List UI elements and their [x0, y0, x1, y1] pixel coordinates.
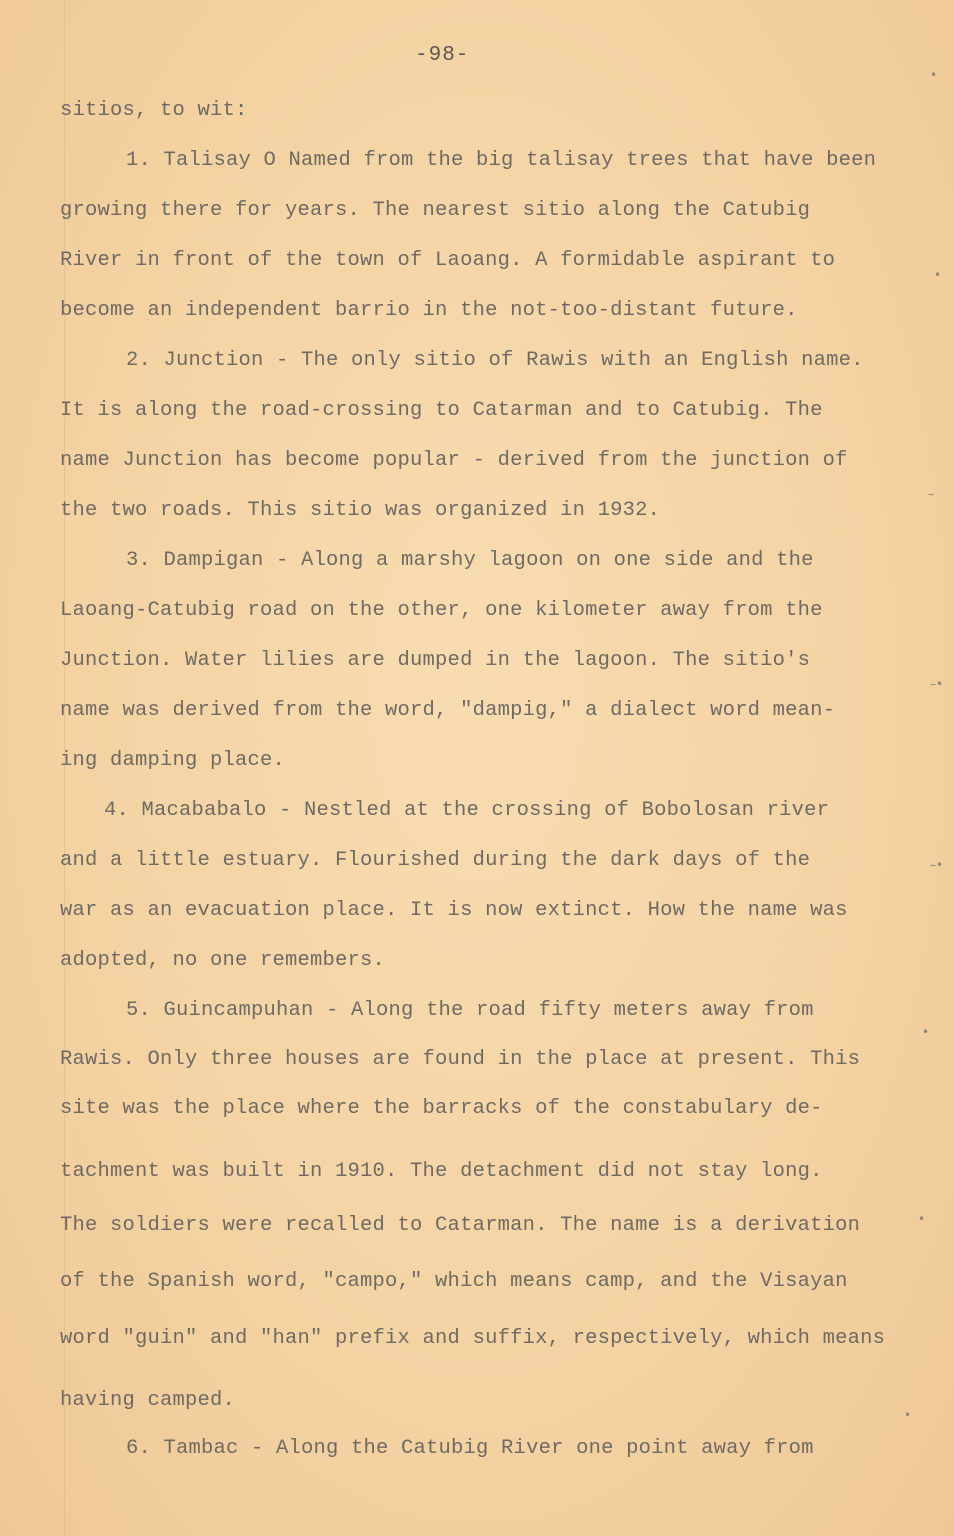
text-line: 2. Junction - The only sitio of Rawis with an English name. [126, 349, 864, 372]
text-line: 6. Tambac - Along the Catubig River one point away from [126, 1437, 814, 1460]
text-line: It is along the road-crossing to Catarman and to Catubig. The [60, 399, 823, 422]
text-line: having camped. [60, 1389, 236, 1412]
text-line: growing there for years. The nearest sitio along the Catubig [60, 199, 811, 222]
page-number: -98- [415, 44, 470, 67]
text-line: River in front of the town of Laoang. A formidable aspirant to [60, 249, 836, 272]
text-line: become an independent barrio in the not-too-distant future. [60, 299, 798, 322]
text-line: of the Spanish word, "campo," which means camp, and the Visayan [60, 1270, 848, 1293]
text-line: and a little estuary. Flourished during the dark days of the [60, 849, 811, 872]
text-line: word "guin" and "han" prefix and suffix, respectively, which means [60, 1327, 886, 1350]
text-line: 5. Guincampuhan - Along the road fifty meters away from [126, 999, 814, 1022]
text-line: 1. Talisay O Named from the big talisay trees that have been [126, 149, 877, 172]
margin-mark-icon: – [928, 487, 934, 501]
text-line: 3. Dampigan - Along a marshy lagoon on one side and the [126, 549, 814, 572]
text-line: name was derived from the word, "dampig," a dialect word mean- [60, 699, 836, 722]
text-line: Rawis. Only three houses are found in the place at present. This [60, 1048, 861, 1071]
margin-mark-icon: • [930, 68, 938, 82]
text-line: 4. Macababalo - Nestled at the crossing of Bobolosan river [104, 799, 830, 822]
margin-mark-icon: • [934, 268, 942, 282]
text-line: ing damping place. [60, 749, 286, 772]
text-line: The soldiers were recalled to Catarman. The name is a derivation [60, 1214, 861, 1237]
text-line: the two roads. This sitio was organized in 1932. [60, 499, 661, 522]
text-line: name Junction has become popular - derived from the junction of [60, 449, 848, 472]
text-line: adopted, no one remembers. [60, 949, 386, 972]
text-line: Laoang-Catubig road on the other, one kilometer away from the [60, 599, 823, 622]
margin-mark-icon: • [922, 1025, 930, 1039]
margin-mark-icon: • [918, 1212, 926, 1226]
text-line: Junction. Water lilies are dumped in the lagoon. The sitio's [60, 649, 811, 672]
text-line: site was the place where the barracks of the constabulary de- [60, 1097, 823, 1120]
margin-mark-icon: –• [930, 858, 944, 872]
margin-mark-icon: • [904, 1408, 912, 1422]
margin-mark-icon: –• [930, 677, 944, 691]
text-line: tachment was built in 1910. The detachment did not stay long. [60, 1160, 823, 1183]
text-line: sitios, to wit: [60, 99, 248, 122]
text-line: war as an evacuation place. It is now extinct. How the name was [60, 899, 848, 922]
